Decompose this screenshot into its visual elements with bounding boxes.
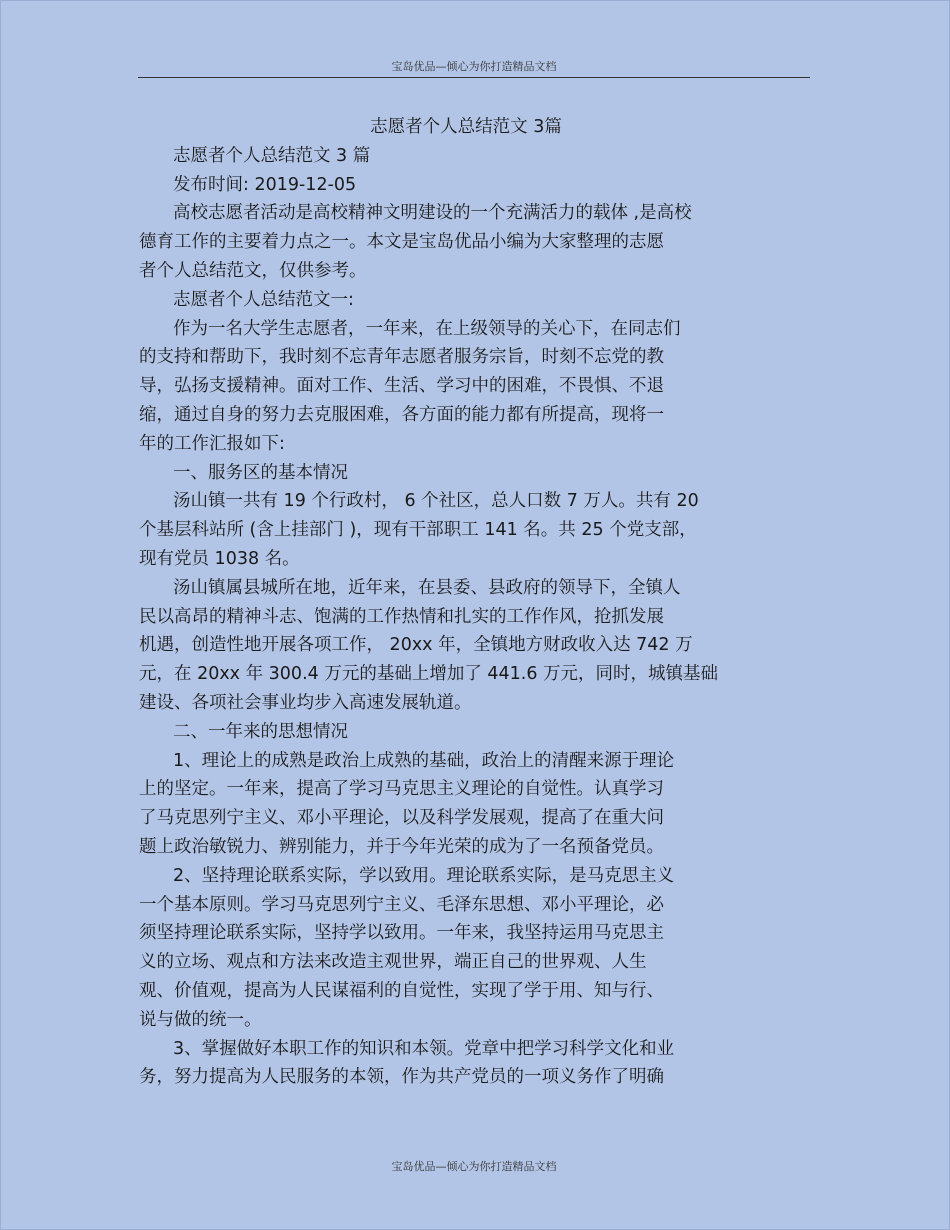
text-line: 一个基本原则。学习马克思列宁主义、毛泽东思想、邓小平理论，必	[139, 894, 664, 915]
text-line: 了马克思列宁主义、邓小平理论，以及科学发展观，提高了在重大问	[139, 808, 664, 829]
text-line: 一、服务区的基本情况	[173, 462, 348, 483]
text-line: 德育工作的主要着力点之一。本文是宝岛优品小编为大家整理的志愿	[139, 232, 664, 253]
text-line: 3、掌握做好本职工作的知识和本领。党章中把学习科学文化和业	[173, 1038, 675, 1059]
text-line: 义的立场、观点和方法来改造主观世界，端正自己的世界观、人生	[139, 952, 647, 973]
text-line: 汤山镇属县城所在地，近年来，在县委、县政府的领导下，全镇人	[173, 577, 681, 598]
document-body	[139, 113, 811, 1092]
text-line: 上的坚定。一年来，提高了学习马克思主义理论的自觉性。认真学习	[139, 779, 664, 800]
text-line: 务，努力提高为人民服务的本领，作为共产党员的一项义务作了明确	[139, 1067, 664, 1088]
text-line: 现有党员 1038 名。	[139, 548, 300, 569]
text-line: 1、理论上的成熟是政治上成熟的基础，政治上的清醒来源于理论	[173, 750, 675, 771]
text-line: 高校志愿者活动是高校精神文明建设的一个充满活力的载体 ,是高校	[173, 203, 692, 224]
text-line: 的支持和帮助下，我时刻不忘青年志愿者服务宗旨，时刻不忘党的教	[139, 347, 664, 368]
text-line: 汤山镇一共有 19 个行政村， 6 个社区，总人口数 7 万人。共有 20	[173, 491, 699, 512]
text-line: 作为一名大学生志愿者，一年来，在上级领导的关心下，在同志们	[173, 318, 681, 339]
text-line: 发布时间: 2019-12-05	[173, 174, 357, 195]
text-line: 志愿者个人总结范文一:	[173, 289, 354, 310]
header-rule	[138, 77, 810, 78]
body-lines	[139, 142, 811, 1092]
text-line: 二、一年来的思想情况	[173, 721, 348, 742]
text-line: 年的工作汇报如下:	[139, 433, 285, 454]
text-line: 元，在 20xx 年 300.4 万元的基础上增加了 441.6 万元，同时，城镇基础	[139, 664, 719, 685]
page-footer: 宝岛优品—倾心为你打造精品文档	[391, 1160, 557, 1173]
text-line: 题上政治敏锐力、辨别能力，并于今年光荣的成为了一名预备党员。	[139, 836, 664, 857]
text-line: 缩，通过自身的努力去克服困难，各方面的能力都有所提高，现将一	[139, 404, 664, 425]
document-title: 志愿者个人总结范文 3篇	[370, 117, 562, 137]
text-line: 者个人总结范文，仅供参考。	[139, 260, 367, 281]
page-header: 宝岛优品—倾心为你打造精品文档	[391, 60, 557, 73]
text-line: 2、坚持理论联系实际，学以致用。理论联系实际，是马克思主义	[173, 865, 675, 886]
text-line: 说与做的统一。	[139, 1009, 262, 1030]
text-line: 机遇，创造性地开展各项工作， 20xx 年，全镇地方财政收入达 742 万	[139, 635, 693, 656]
text-line: 个基层科站所 (含上挂部门 )，现有干部职工 141 名。共 25 个党支部，	[139, 520, 697, 541]
text-line: 民以高昂的精神斗志、饱满的工作热情和扎实的工作作风，抢抓发展	[139, 606, 664, 627]
text-line: 志愿者个人总结范文 3 篇	[173, 145, 371, 166]
text-line: 建设、各项社会事业均步入高速发展轨道。	[139, 692, 472, 713]
text-line: 导，弘扬支援精神。面对工作、生活、学习中的困难，不畏惧、不退	[139, 376, 664, 397]
text-line: 须坚持理论联系实际，坚持学以致用。一年来，我坚持运用马克思主	[139, 923, 664, 944]
text-line: 观、价值观，提高为人民谋福利的自觉性，实现了学于用、知与行、	[139, 980, 664, 1001]
